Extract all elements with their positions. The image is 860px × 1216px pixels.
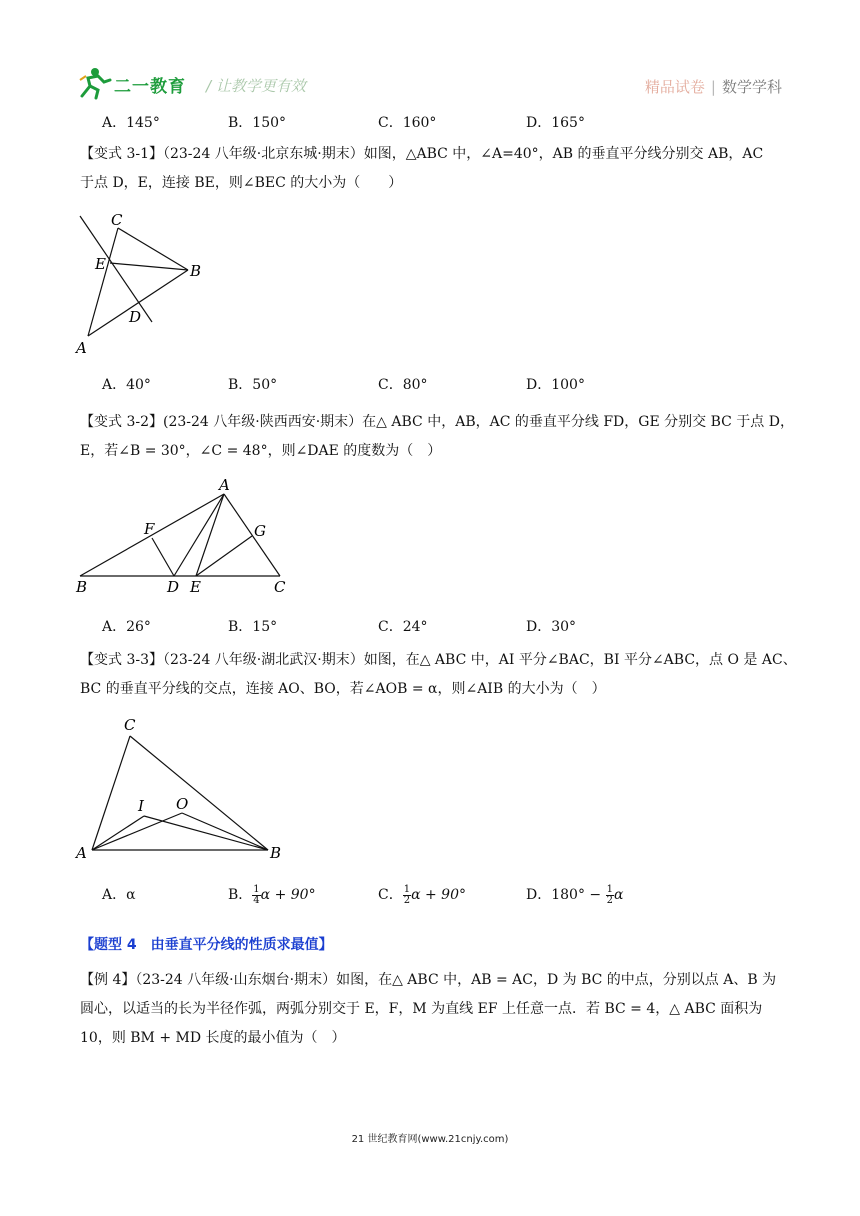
- option-a: A．26°: [102, 619, 151, 635]
- q33-segment-ao: [92, 813, 182, 850]
- q32-line1: 【变式 3-2】(23-24 八年级·陕西西安·期末）在△ ABC 中，AB，AC 的垂直平分线 FD，GE 分别交 BC 于点 D，: [80, 414, 794, 430]
- q33-options: [102, 884, 802, 908]
- q31-segment-be: [110, 263, 188, 270]
- option-c: [378, 884, 466, 906]
- q0-options: [102, 112, 802, 132]
- q31-options: [102, 374, 802, 394]
- option-b: B．15°: [228, 619, 278, 635]
- option-d: D．165°: [526, 115, 585, 131]
- option-b: B．150°: [228, 115, 287, 131]
- q32-segment-ae: [196, 494, 224, 576]
- q33-side-cb: [130, 736, 268, 850]
- q33-label-b: B: [270, 844, 282, 862]
- header-separator: |: [710, 78, 716, 96]
- q32-segment-fd: [152, 538, 174, 576]
- q33-label-o: O: [176, 795, 189, 813]
- option-d-prefix: D．180° −: [526, 887, 606, 903]
- fraction-denominator: 2: [403, 894, 411, 906]
- q32-side-ac: [224, 494, 280, 576]
- q33-line2: BC 的垂直平分线的交点，连接 AO、BO，若∠AOB = α，则∠AIB 的大小为（ ）: [80, 681, 606, 697]
- q32-figure: [70, 474, 300, 598]
- header-subject: [645, 76, 782, 97]
- q33-label-c: C: [124, 716, 136, 734]
- q33-segment-ob: [182, 813, 268, 850]
- option-d: [526, 884, 623, 906]
- ex4-text: [80, 966, 800, 1053]
- q32-label-b: B: [76, 578, 88, 596]
- q32-label-e: E: [190, 578, 201, 596]
- fraction-half: [403, 885, 411, 906]
- q32-label-a: A: [219, 476, 230, 494]
- q31-line1: 【变式 3-1】（23-24 八年级·北京东城·期末）如图，△ABC 中，∠A=40°，AB 的垂直平分线分别交 AB，AC: [80, 146, 764, 162]
- ex4-line2: 圆心，以适当的长为半径作弧，两弧分别交于 E，F，M 为直线 EF 上任意一点．若 BC = 4，△ ABC 面积为: [80, 1001, 763, 1017]
- q32-line2: E，若∠B = 30°，∠C = 48°，则∠DAE 的度数为（ ）: [80, 443, 442, 459]
- footer: 21 世纪教育网(www.21cnjy.com): [351, 1134, 509, 1145]
- fraction-numerator: 1: [253, 883, 260, 895]
- q32-label-d: D: [167, 578, 180, 596]
- header-label-subject: 数学学科: [721, 78, 782, 96]
- option-d-suffix: α: [613, 887, 624, 903]
- q33-line1: 【变式 3-3】（23-24 八年级·湖北武汉·期末）如图，在△ ABC 中，AI 平分∠BAC，BI 平分∠ABC，点 O 是 AC、: [80, 652, 797, 668]
- q32-segment-ge: [196, 536, 252, 576]
- section-heading: 【题型 4 由垂直平分线的性质求最值】: [80, 937, 333, 953]
- q31-label-d: D: [129, 308, 142, 326]
- q33-figure: [70, 708, 300, 868]
- option-c: C．160°: [378, 115, 437, 131]
- fraction-half: [606, 885, 614, 906]
- option-b: [228, 884, 316, 906]
- option-c-suffix: α + 90°: [411, 887, 466, 903]
- q32-label-f: F: [144, 520, 155, 538]
- option-d: D．100°: [526, 377, 585, 393]
- option-a: A．145°: [102, 115, 160, 131]
- option-a: A．40°: [102, 377, 151, 393]
- q31-label-b: B: [190, 262, 202, 280]
- fraction-denominator: 2: [606, 894, 613, 906]
- option-a: A．α: [102, 887, 136, 903]
- q31-figure: [70, 208, 210, 358]
- fraction-quarter: [252, 885, 260, 906]
- option-c: C．24°: [378, 619, 428, 635]
- q31-text: [80, 140, 800, 198]
- fraction-denominator: 4: [253, 894, 260, 906]
- q32-label-c: C: [274, 578, 286, 596]
- q31-label-c: C: [111, 211, 123, 229]
- q33-label-i: I: [138, 797, 144, 815]
- option-b-prefix: B．: [228, 887, 253, 903]
- q31-label-a: A: [76, 339, 87, 357]
- q32-options: [102, 616, 802, 636]
- q33-text: [80, 646, 800, 704]
- header-label-paper: 精品试卷: [644, 78, 705, 96]
- fraction-numerator: 1: [403, 883, 411, 895]
- fraction-numerator: 1: [606, 883, 613, 895]
- logo-text: 二一教育: [114, 77, 186, 97]
- q31-label-e: E: [95, 255, 106, 273]
- q31-bisector: [80, 216, 152, 322]
- q33-side-ac: [92, 736, 130, 850]
- q31-side-cb: [118, 228, 188, 270]
- q32-text: [80, 408, 800, 466]
- ex4-line3: 10，则 BM + MD 长度的最小值为（ ）: [80, 1030, 346, 1046]
- q33-segment-ai: [92, 816, 144, 850]
- option-b: B．50°: [228, 377, 278, 393]
- slogan: / 让教学更有效: [206, 77, 306, 95]
- q32-label-g: G: [254, 522, 266, 540]
- option-c: C．80°: [378, 377, 428, 393]
- ex4-line1: 【例 4】（23-24 八年级·山东烟台·期末）如图，在△ ABC 中，AB = AC，D 为 BC 的中点，分别以点 A、B 为: [80, 972, 777, 988]
- option-d: D．30°: [526, 619, 577, 635]
- q33-label-a: A: [76, 844, 87, 862]
- q32-segment-ad: [174, 494, 224, 576]
- q31-line2: 于点 D，E，连接 BE，则∠BEC 的大小为（ ）: [80, 175, 403, 191]
- option-b-suffix: α + 90°: [260, 887, 316, 903]
- option-c-prefix: C．: [378, 887, 403, 903]
